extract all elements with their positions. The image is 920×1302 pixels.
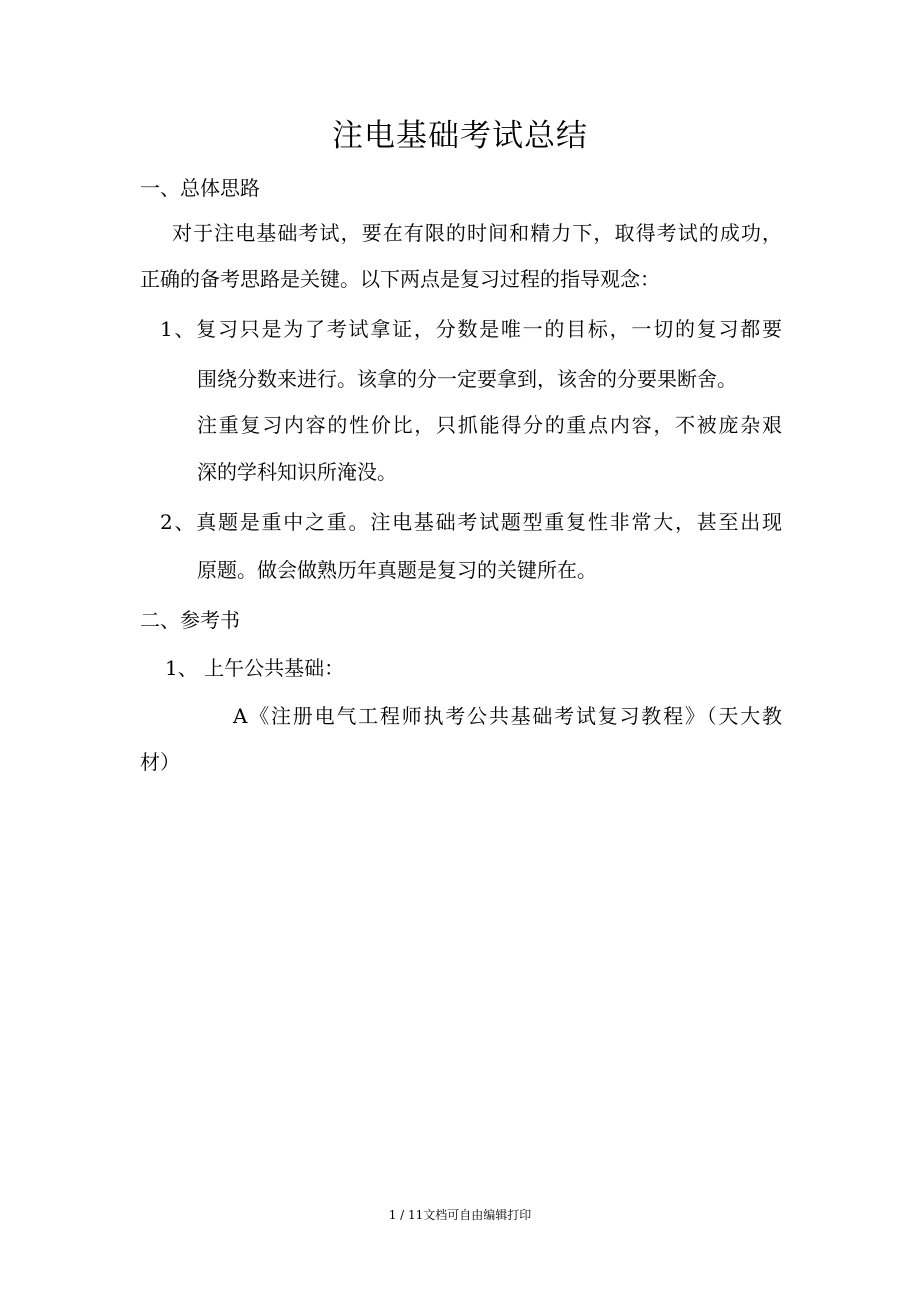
page-footer: 1 / 11文档可自由编辑打印 [388, 1208, 532, 1222]
intro-paragraph-line-2: 正确的备考思路是关键。以下两点是复习过程的指导观念： [140, 267, 660, 291]
reference-book-line-1: A《注册电气工程师执考公共基础考试复习教程》（天大教 [233, 704, 782, 728]
document-title: 注电基础考试总结 [332, 118, 588, 154]
section-heading-overview: 一、总体思路 [140, 176, 260, 200]
reference-book-line-2: 材） [140, 750, 180, 774]
list-item-2-line-1: 2、真题是重中之重。注电基础考试题型重复性非常大，甚至出现 [160, 510, 782, 534]
reference-subheading-morning: 1、 上午公共基础： [165, 656, 345, 680]
list-item-2-line-2: 原题。做会做熟历年真题是复习的关键所在。 [197, 558, 597, 582]
list-item-1-line-3: 注重复习内容的性价比，只抓能得分的重点内容，不被庞杂艰 [197, 413, 782, 437]
list-item-1-line-2: 围绕分数来进行。该拿的分一定要拿到，该舍的分要果断舍。 [197, 367, 737, 391]
list-item-1-line-1: 1、复习只是为了考试拿证，分数是唯一的目标，一切的复习都要 [160, 317, 782, 341]
section-heading-references: 二、参考书 [140, 608, 240, 632]
intro-paragraph-line-1: 对于注电基础考试，要在有限的时间和精力下，取得考试的成功， [172, 221, 782, 245]
list-item-1-line-4: 深的学科知识所淹没。 [197, 460, 397, 484]
